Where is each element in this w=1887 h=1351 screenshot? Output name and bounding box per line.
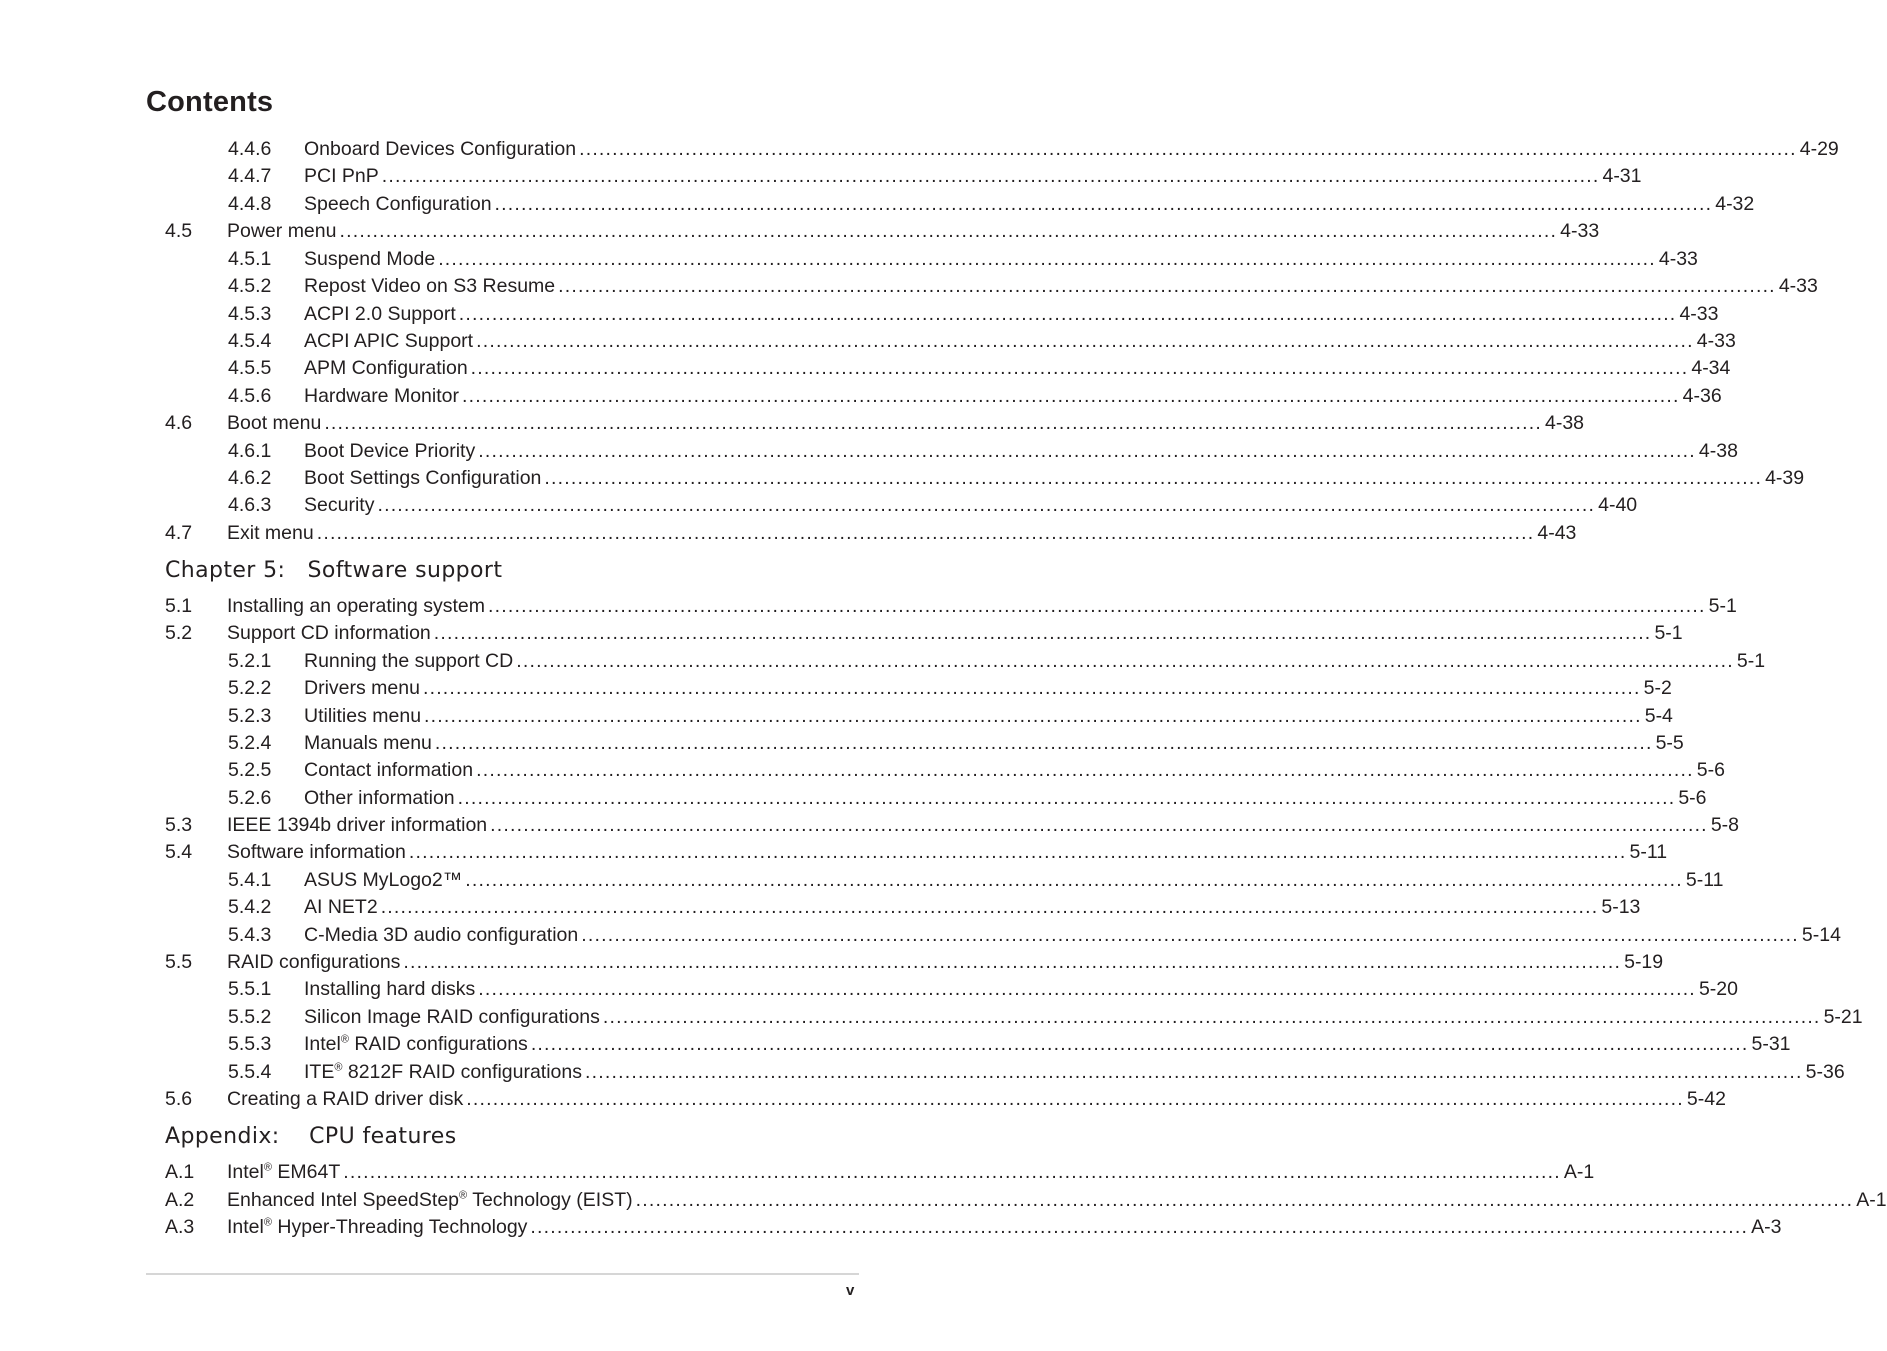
toc-entry[interactable] [228,248,1698,275]
dot-leader: ........................................................................................................................................................................................ [458,303,1677,325]
toc-entry[interactable] [165,1216,1782,1243]
dot-leader: ........................................................................................................................................................................................ [343,1161,1561,1183]
toc-entry-title [227,622,431,645]
toc-entry[interactable] [228,650,1766,677]
dot-leader: ........................................................................................................................................................................................ [530,1216,1749,1238]
toc-entry-title-text: PCI PnP [304,165,379,187]
toc-entry[interactable] [165,814,1739,841]
toc-entry-title [304,924,578,947]
toc-entry-title [304,732,432,755]
toc-entry-number: 4.5.3 [228,303,272,325]
toc-entry-title-rest: 8212F RAID configurations [342,1061,582,1083]
toc-entry-number: 4.7 [165,522,193,544]
toc-entry-page: 5-1 [1708,595,1737,617]
toc-entry-title-text: RAID configurations [227,951,401,973]
toc-entry-title-text: Repost Video on S3 Resume [304,275,556,297]
toc-entry-number: 5.5 [165,951,193,973]
toc-entry-number: 5.5.1 [228,978,272,1000]
dot-leader: ........................................................................................................................................................................................ [433,622,1652,644]
dot-leader: ........................................................................................................................................................................................ [324,412,1542,434]
toc-entry-number: 4.4.8 [228,193,272,215]
dot-leader: ........................................................................................................................................................................................ [585,1061,1803,1083]
toc-entry-title-text: ITE [304,1061,335,1083]
toc-entry-number: A.2 [165,1189,195,1211]
toc-entry-title-text: Hardware Monitor [304,385,459,407]
dot-leader: ........................................................................................................................................................................................ [478,440,1696,462]
toc-entry-page: 4-38 [1544,412,1585,434]
toc-entry-title [304,759,473,782]
dot-leader: ........................................................................................................................................................................................ [487,595,1706,617]
toc-entry-title [304,1006,600,1029]
dot-leader: ........................................................................................................................................................................................ [558,275,1776,297]
toc-entry[interactable] [228,275,1818,302]
dot-leader: ........................................................................................................................................................................................ [478,978,1696,1000]
toc-entry-page: 4-36 [1682,385,1722,407]
dot-leader: ........................................................................................................................................................................................ [438,248,1656,270]
toc-entry-page: A-1 [1856,1189,1887,1211]
toc-entry-title [304,1061,582,1084]
toc-entry-page: 5-6 [1678,787,1707,809]
page-number: v [846,1282,855,1299]
toc-entry-title [304,357,468,380]
dot-leader: ........................................................................................................................................................................................ [530,1033,1749,1055]
toc-entry-title-rest: Hyper-Threading Technology [271,1216,528,1238]
dot-leader: ........................................................................................................................................................................................ [490,814,1708,836]
toc-entry-title-text: Security [304,494,375,516]
toc-entry-title-text: Boot Settings Configuration [304,467,542,489]
registered-mark: ® [263,1216,272,1229]
toc-entry[interactable] [228,494,1638,521]
toc-entry-page: 5-19 [1624,951,1664,973]
toc-entry-title [227,220,336,243]
toc-entry-number: 4.6.1 [228,440,272,462]
toc-entry[interactable] [228,1006,1863,1033]
toc-entry[interactable] [228,759,1725,786]
dot-leader: ........................................................................................................................................................................................ [579,138,1797,160]
toc-entry[interactable] [228,440,1738,467]
toc-entry-page: 5-2 [1643,677,1672,699]
dot-leader: ........................................................................................................................................................................................ [476,330,1694,352]
toc-entry-title [227,1161,340,1184]
toc-entry-page: 4-39 [1765,467,1805,489]
toc-entry-title-text: Software information [227,841,406,863]
toc-entry-number: 4.5.1 [228,248,272,270]
toc-entry[interactable] [228,357,1731,384]
toc-entry-number: 5.4.1 [228,869,272,891]
toc-entry-number: 5.4 [165,841,193,863]
dot-leader: ........................................................................................................................................................................................ [461,385,1680,407]
toc-entry-page: 4-33 [1560,220,1600,242]
toc-entry-page: 5-14 [1801,924,1841,946]
toc-entry-title [304,248,435,271]
toc-entry-title-text: Suspend Mode [304,248,436,270]
toc-entry[interactable] [228,978,1738,1005]
toc-entry-title-text: Onboard Devices Configuration [304,138,577,160]
toc-entry-title [304,193,492,216]
toc-entry-title-text: Enhanced Intel SpeedStep [227,1189,460,1211]
toc-entry-title [304,677,420,700]
toc-entry-title [304,467,541,490]
toc-entry-number: 5.6 [165,1088,193,1110]
toc-entry-page: 5-5 [1655,732,1684,754]
toc-entry-page: 5-11 [1685,869,1724,891]
dot-leader: ........................................................................................................................................................................................ [465,869,1683,891]
toc-entry-title-text: Contact information [304,759,474,781]
toc-entry-number: 5.2 [165,622,193,644]
toc-entry-page: 5-31 [1751,1033,1791,1055]
toc-entry-page: 5-8 [1710,814,1739,836]
dot-leader: ........................................................................................................................................................................................ [635,1189,1854,1211]
toc-entry-number: 5.2.3 [228,705,272,727]
toc-entry-number: 5.5.4 [228,1061,272,1083]
dot-leader: ........................................................................................................................................................................................ [466,1088,1684,1110]
toc-entry[interactable] [165,1189,1887,1216]
toc-entry-title-text: Manuals menu [304,732,432,754]
dot-leader: ........................................................................................................................................................................................ [403,951,1622,973]
dot-leader: ........................................................................................................................................................................................ [422,677,1641,699]
dot-leader: ........................................................................................................................................................................................ [476,759,1694,781]
toc-entry-title-text: Speech Configuration [304,193,492,215]
toc-entry-number: 4.5.4 [228,330,272,352]
toc-entry-number: 4.5.5 [228,357,272,379]
toc-entry[interactable] [165,951,1664,978]
toc-entry-title-text: ACPI APIC Support [304,330,474,352]
toc-entry-page: 5-1 [1736,650,1766,672]
dot-leader: ........................................................................................................................................................................................ [434,732,1653,754]
toc-entry-page: 4-38 [1698,440,1738,462]
toc-entry-title-text: ACPI 2.0 Support [304,303,456,325]
registered-mark: ® [263,1161,272,1174]
dot-leader: ........................................................................................................................................................................................ [381,165,1600,187]
toc-entry-title-text: ASUS MyLogo2™ [304,869,463,891]
toc-entry-title [227,841,406,864]
toc-entry-page: 5-1 [1654,622,1683,644]
registered-mark: ® [340,1033,349,1046]
toc-entry[interactable] [228,1033,1791,1060]
toc-entry-page: 4-33 [1679,303,1719,325]
toc-entry-page: 4-34 [1691,357,1731,379]
toc-entry-title-text: AI NET2 [304,896,378,918]
toc-entry-title [304,494,374,517]
toc-entry-title-text: Installing hard disks [304,978,476,1000]
toc-entry-title-text: APM Configuration [304,357,468,379]
toc-entry-page: 4-40 [1598,494,1638,516]
appendix-heading: Appendix: CPU features [165,1124,457,1149]
toc-entry-title [304,869,462,892]
toc-entry-number: 5.2.6 [228,787,272,809]
footer-rule [146,1273,859,1275]
toc-entry-number: 5.4.3 [228,924,272,946]
dot-leader: ........................................................................................................................................................................................ [602,1006,1821,1028]
toc-entry[interactable] [228,138,1839,165]
toc-entry[interactable] [228,193,1755,220]
toc-entry-title [227,1189,633,1212]
toc-entry-title-text: Intel [227,1161,264,1183]
toc-entry-title-text: Exit menu [227,522,314,544]
toc-entry-title [304,330,473,353]
toc-entry-title [227,412,321,435]
toc-entry[interactable] [165,622,1683,649]
toc-entry-title [227,1216,527,1239]
toc-entry-page: A-1 [1563,1161,1595,1183]
toc-entry-page: 4-31 [1602,165,1642,187]
toc-entry-number: 4.6.3 [228,494,272,516]
toc-entry-number: 5.2.1 [228,650,272,672]
toc-entry-title-rest: Technology (EIST) [467,1189,633,1211]
toc-entry-number: 5.5.2 [228,1006,272,1028]
toc-entry[interactable] [228,869,1724,896]
toc-entry[interactable] [228,732,1684,759]
dot-leader: ........................................................................................................................................................................................ [457,787,1676,809]
dot-leader: ........................................................................................................................................................................................ [494,193,1713,215]
toc-entry-title [304,705,421,728]
toc-entry-number: 4.6 [165,412,193,434]
toc-entry-number: 5.3 [165,814,193,836]
toc-entry-title-text: Running the support CD [304,650,514,672]
toc-entry-page: 5-42 [1686,1088,1726,1110]
toc-entry-title-text: Silicon Image RAID configurations [304,1006,600,1028]
toc-entry-page: 5-13 [1601,896,1641,918]
toc-entry[interactable] [165,412,1585,439]
toc-entry-title-text: Boot menu [227,412,322,434]
toc-entry[interactable] [228,924,1841,951]
toc-entry[interactable] [228,165,1642,192]
toc-entry-title-text: Support CD information [227,622,431,644]
toc-entry-page: 4-29 [1799,138,1839,160]
toc-entry-page: 4-32 [1715,193,1755,215]
toc-entry-page: 5-4 [1644,705,1673,727]
toc-entry[interactable] [228,303,1719,330]
toc-entry-title [304,787,455,810]
toc-entry-number: 4.5.2 [228,275,272,297]
page-title: Contents [146,86,274,118]
dot-leader: ........................................................................................................................................................................................ [377,494,1596,516]
toc-entry-title-rest: RAID configurations [348,1033,528,1055]
toc-entry-title [227,595,485,618]
toc-entry-number: 5.2.2 [228,677,272,699]
toc-entry-title [227,814,487,837]
dot-leader: ........................................................................................................................................................................................ [424,705,1642,727]
toc-entry-title [304,275,555,298]
toc-entry-number: 5.4.2 [228,896,272,918]
toc-entry-number: 4.4.6 [228,138,272,160]
dot-leader: ........................................................................................................................................................................................ [380,896,1599,918]
toc-entry-title [227,522,314,545]
toc-entry-number: A.1 [165,1161,195,1183]
toc-entry-title-text: Creating a RAID driver disk [227,1088,464,1110]
dot-leader: ........................................................................................................................................................................................ [470,357,1689,379]
toc-entry-page: A-3 [1751,1216,1782,1238]
toc-entry[interactable] [228,677,1672,704]
toc-entry-title-text: C-Media 3D audio configuration [304,924,579,946]
toc-entry-title [304,440,475,463]
toc-entry[interactable] [165,841,1668,868]
toc-entry-number: 5.1 [165,595,193,617]
toc-entry-number: 5.2.5 [228,759,272,781]
toc-entry[interactable] [228,896,1641,923]
toc-entry[interactable] [165,220,1600,247]
toc-entry-title-text: Power menu [227,220,337,242]
registered-mark: ® [334,1061,343,1074]
toc-entry[interactable] [228,385,1722,412]
toc-entry[interactable] [165,1161,1595,1188]
toc-entry-title [304,138,576,161]
toc-entry-title [304,650,513,673]
toc-entry-title-text: IEEE 1394b driver information [227,814,488,836]
toc-entry-page: 5-6 [1696,759,1725,781]
toc-entry[interactable] [228,467,1805,494]
toc-entry-title [304,978,475,1001]
toc-entry-title-text: Intel [304,1033,341,1055]
dot-leader: ........................................................................................................................................................................................ [516,650,1734,672]
toc-entry[interactable] [228,705,1673,732]
toc-entry-page: 4-33 [1778,275,1818,297]
toc-entry-page: 5-36 [1805,1061,1845,1083]
toc-entry-title-text: Utilities menu [304,705,422,727]
toc-entry[interactable] [165,522,1577,549]
toc-entry-page: 5-20 [1698,978,1738,1000]
dot-leader: ........................................................................................................................................................................................ [339,220,1558,242]
dot-leader: ........................................................................................................................................................................................ [316,522,1535,544]
toc-entry-title [227,951,400,974]
toc-entry-title-text: Other information [304,787,455,809]
toc-entry-page: 4-43 [1537,522,1577,544]
registered-mark: ® [459,1189,468,1202]
toc-entry[interactable] [228,1061,1845,1088]
toc-entry[interactable] [165,595,1737,622]
toc-entry-page: 5-11 [1629,841,1668,863]
toc-entry-title-text: Intel [227,1216,264,1238]
toc-entry-title [304,896,378,919]
toc-entry-title-text: Installing an operating system [227,595,485,617]
toc-entry-number: 4.6.2 [228,467,272,489]
toc-entry-title [304,165,379,188]
toc-entry-page: 4-33 [1658,248,1698,270]
toc-entry-page: 5-21 [1823,1006,1863,1028]
toc-entry-number: 4.4.7 [228,165,272,187]
toc-entry-number: 4.5.6 [228,385,272,407]
dot-leader: ........................................................................................................................................................................................ [544,467,1763,489]
toc-entry-title-rest: EM64T [271,1161,341,1183]
chapter-heading: Chapter 5: Software support [165,558,503,583]
toc-entry-title [304,1033,528,1056]
toc-entry[interactable] [165,1088,1726,1115]
toc-entry-title [227,1088,463,1111]
toc-entry-title-text: Boot Device Priority [304,440,476,462]
toc-entry-number: 5.5.3 [228,1033,272,1055]
toc-entry-number: A.3 [165,1216,195,1238]
toc-entry-title [304,303,456,326]
toc-entry-number: 5.2.4 [228,732,272,754]
toc-entry-title [304,385,459,408]
toc-entry[interactable] [228,330,1736,357]
toc-entry[interactable] [228,787,1707,814]
toc-entry-page: 4-33 [1696,330,1736,352]
toc-entry-number: 4.5 [165,220,193,242]
dot-leader: ........................................................................................................................................................................................ [581,924,1799,946]
toc-entry-title-text: Drivers menu [304,677,420,699]
dot-leader: ........................................................................................................................................................................................ [408,841,1627,863]
